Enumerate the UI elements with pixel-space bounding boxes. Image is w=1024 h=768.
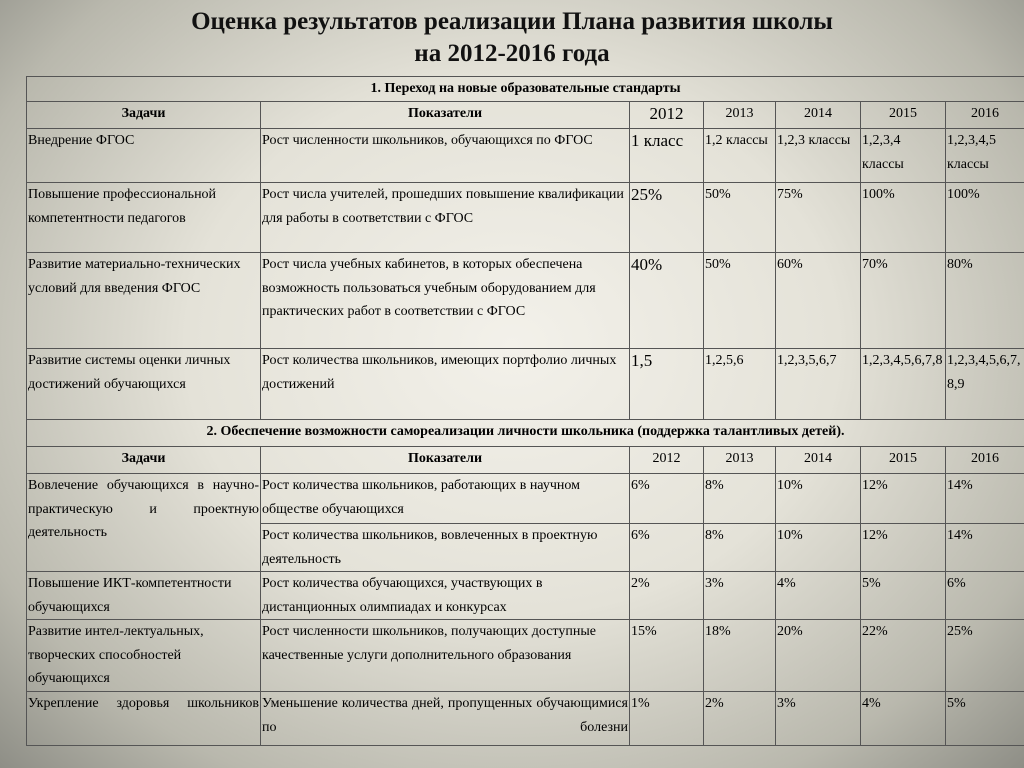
section-1-heading-row	[27, 77, 1024, 102]
table-row	[27, 129, 1024, 183]
value-2012: 1 класс	[630, 129, 704, 183]
value-2013: 1,2,5,6	[704, 349, 776, 420]
section-2-heading: 2. Обеспечение возможности самореализации личности школьника (поддержка талантливых детей).	[27, 420, 1024, 447]
value-2012: 2%	[630, 572, 704, 620]
value-2014: 4%	[776, 572, 861, 620]
value-2012: 6%	[630, 524, 704, 572]
value-2015: 12%	[861, 524, 946, 572]
task-cell: Внедрение ФГОС	[27, 129, 261, 183]
value-2013: 8%	[704, 474, 776, 524]
value-2012: 40%	[630, 253, 704, 349]
year-header-2014: 2014	[776, 447, 861, 474]
year-header-2012: 2012	[630, 447, 704, 474]
year-header-2013: 2013	[704, 102, 776, 129]
section-1-heading: 1. Переход на новые образовательные стандарты	[27, 77, 1024, 102]
col-tasks-header: Задачи	[27, 447, 261, 474]
value-2013: 18%	[704, 620, 776, 692]
year-header-2016: 2016	[946, 102, 1024, 129]
indicator-cell: Рост численности школьников, обучающихся по ФГОС	[261, 129, 630, 183]
results-table	[26, 76, 1024, 746]
section-2-heading-row	[27, 420, 1024, 447]
task-cell: Укрепление здоровья школьников	[27, 692, 261, 746]
value-2014: 1,2,3 классы	[776, 129, 861, 183]
table-row	[27, 572, 1024, 620]
value-2015: 1,2,3,4 классы	[861, 129, 946, 183]
year-header-2013: 2013	[704, 447, 776, 474]
value-2016: 6%	[946, 572, 1024, 620]
value-2015: 22%	[861, 620, 946, 692]
value-2014: 3%	[776, 692, 861, 746]
value-2016: 1,2,3,4,5 классы	[946, 129, 1024, 183]
table-row	[27, 183, 1024, 253]
year-header-2016: 2016	[946, 447, 1024, 474]
value-2013: 1,2 классы	[704, 129, 776, 183]
col-indicators-header: Показатели	[261, 102, 630, 129]
value-2014: 20%	[776, 620, 861, 692]
title-line-1: Оценка результатов реализации Плана развития школы	[191, 8, 833, 35]
value-2015: 100%	[861, 183, 946, 253]
value-2016: 100%	[946, 183, 1024, 253]
table-row	[27, 349, 1024, 420]
value-2014: 10%	[776, 524, 861, 572]
indicator-cell: Рост количества обучающихся, участвующих в дистанционных олимпиадах и конкурсах	[261, 572, 630, 620]
indicator-cell: Уменьшение количества дней, пропущенных обучающимися по болезни	[261, 692, 630, 746]
task-cell: Вовлечение обучающихся в научно-практическую и проектную деятельность	[27, 474, 261, 572]
value-2016: 14%	[946, 474, 1024, 524]
value-2014: 75%	[776, 183, 861, 253]
value-2013: 50%	[704, 253, 776, 349]
indicator-cell: Рост численности школьников, получающих доступные качественные услуги дополнительного образования	[261, 620, 630, 692]
value-2013: 8%	[704, 524, 776, 572]
task-cell: Повышение ИКТ-компетентности обучающихся	[27, 572, 261, 620]
table-row	[27, 474, 1024, 524]
value-2012: 15%	[630, 620, 704, 692]
year-header-2015: 2015	[861, 447, 946, 474]
table-row	[27, 620, 1024, 692]
page-title	[0, 6, 1024, 70]
col-indicators-header: Показатели	[261, 447, 630, 474]
value-2015: 5%	[861, 572, 946, 620]
value-2013: 2%	[704, 692, 776, 746]
value-2016: 1,2,3,4,5,6,7,8,9	[946, 349, 1024, 420]
results-table-wrapper	[26, 76, 1024, 746]
year-header-2014: 2014	[776, 102, 861, 129]
value-2012: 1,5	[630, 349, 704, 420]
value-2014: 10%	[776, 474, 861, 524]
task-cell: Развитие материально-технических условий для введения ФГОС	[27, 253, 261, 349]
value-2015: 4%	[861, 692, 946, 746]
task-cell: Повышение профессиональной компетентности педагогов	[27, 183, 261, 253]
indicator-cell: Рост числа учебных кабинетов, в которых обеспечена возможность пользоваться учебным оборудованием для практических работ в соответствии с ФГОС	[261, 253, 630, 349]
table-row	[27, 692, 1024, 746]
value-2016: 80%	[946, 253, 1024, 349]
value-2014: 1,2,3,5,6,7	[776, 349, 861, 420]
year-header-2012: 2012	[630, 102, 704, 129]
value-2016: 5%	[946, 692, 1024, 746]
indicator-cell: Рост числа учителей, прошедших повышение квалификации для работы в соответствии с ФГОС	[261, 183, 630, 253]
value-2015: 12%	[861, 474, 946, 524]
value-2012: 1%	[630, 692, 704, 746]
section-2-header-row	[27, 447, 1024, 474]
value-2015: 70%	[861, 253, 946, 349]
year-header-2015: 2015	[861, 102, 946, 129]
title-line-2: на 2012-2016 года	[414, 40, 610, 67]
value-2015: 1,2,3,4,5,6,7,8	[861, 349, 946, 420]
value-2012: 25%	[630, 183, 704, 253]
value-2013: 50%	[704, 183, 776, 253]
indicator-cell: Рост количества школьников, имеющих портфолио личных достижений	[261, 349, 630, 420]
section-1-header-row	[27, 102, 1024, 129]
value-2016: 14%	[946, 524, 1024, 572]
task-cell: Развитие интел-лектуальных, творческих способностей обучающихся	[27, 620, 261, 692]
task-cell: Развитие системы оценки личных достижений обучающихся	[27, 349, 261, 420]
indicator-cell: Рост количества школьников, работающих в научном обществе обучающихся	[261, 474, 630, 524]
value-2016: 25%	[946, 620, 1024, 692]
value-2013: 3%	[704, 572, 776, 620]
table-row	[27, 253, 1024, 349]
col-tasks-header: Задачи	[27, 102, 261, 129]
value-2014: 60%	[776, 253, 861, 349]
indicator-cell: Рост количества школьников, вовлеченных в проектную деятельность	[261, 524, 630, 572]
value-2012: 6%	[630, 474, 704, 524]
